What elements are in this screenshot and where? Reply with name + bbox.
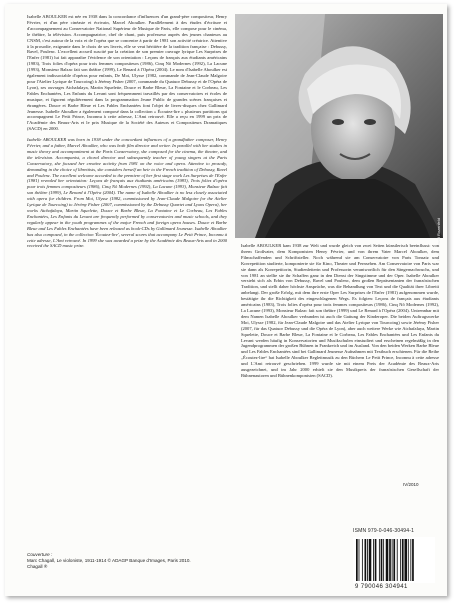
barcode-bar (393, 539, 395, 581)
barcode-bar (402, 539, 404, 581)
cover-credit (27, 552, 191, 570)
barcode-bar (392, 539, 393, 581)
english-biography: Isabelle ABOULKER was born in 1938 under the concordant influences of a grandfather composer, Henry Février, and a father, Marcel Aboulker, who was both film director and writer. In parallel with her studies in music theory and accompaniment at the Paris Conservatory, she composed for the cinema, the theatre, and the television. Accompanist, a choral director and subsequently teacher of young singers at the Paris Conservatory, she focused her creative activity from 1981 on the voice and opera. Attentive to prosody, demanding in the choice of librettists, she considers herself an heir to the French tradition of Debussy, Ravel and Poulenc. The excellent welcome accorded to the premiere of her first stage work Les Surprises de l'Enfer (1981) revealed her orientation: Leçons de français aux étudiants américains (1983), Trois folies d'opéra pour trois femmes compositeurs (1986), Cinq Nô Modernes (1992), La Lacune (1993), Monsieur Balzac fait son théâtre (1999), Le Renard à l'Opéra (2004). The name of Isabelle Aboulker is no less closely associated with opera for children. From Moi, Ulysse (1982, commissioned by Jean-Claude Malgoire for the Atelier Lyrique de Tourcoing) to Jérémy Fisher (2007, commissioned by the Debussy Quartet and Lyons Opera), her works Atchafalaya, Martin Squelette, Douce et Barbe Bleue, La Fontaine et Le Corbeau, Les Fables Enchantées, Les Enfants du Levant are frequently performed by conservatories and music schools, and they regularly appear in the youth programmes of the major French and foreign opera houses. Douce et Barbe Bleue and Les Fables Enchantées have been released as book-CDs by Gallimard Jeunesse. Isabelle Aboulker has also composed, in the collection 'Écoutez-lire', several scores that accompany Le Petit Prince, Inconnu à cette adresse, L'Ami retrouvé. In 1999 she was awarded a prize by the Académie des Beaux-Arts and in 2000 received the SACD music prize. (27, 137, 227, 249)
barcode-bar (369, 539, 372, 581)
barcode-bar (359, 539, 360, 581)
barcode-bar (362, 539, 363, 581)
cover-credit-line: Marc Chagall, Le violoniste, 1911-1914 © ADAGP Banque d'Images, Paris 2010. (27, 558, 191, 563)
barcode-bar (410, 539, 411, 581)
cover-credit-label: Couverture : (27, 552, 53, 557)
composer-photo (235, 14, 443, 262)
french-biography: Isabelle ABOULKER est née en 1938 dans la concordance d'influences d'un grand-père compositeur, Henry Février, et d'un père cinéaste et écrivain, Marcel Aboulker. Parallèlement à des études d'écriture et d'accompagnement au Conservatoire National Supérieur de Musique de Paris, elle compose pour le cinéma, le théâtre, la télévision. Accompagnatrice, chef de chant, puis professeur auprès des jeunes chanteurs au CNSM, c'est autour de la voix et de l'opéra que se concentre à partir de 1981 son activité créatrice. Attentive à la prosodie, exigeante dans le choix de ses livrets, elle se veut héritière de la tradition française : Debussy, Ravel, Poulenc. L'excellent accueil suscité par la création de son premier ouvrage lyrique Les Surprises de l'Enfer (1981) lui fait apparaître l'évidence de son orientation : Leçons de français aux étudiants américains (1983), Trois folies d'opéra pour trois femmes compositeurs (1986), Cinq Nô Modernes (1992), La Lacune (1993), Monsieur Balzac fait son théâtre (1999), Le Renard à l'Opéra (2004). Le nom d'Isabelle Aboulker est également indissociable d'opéras pour enfants, De Moi, Ulysse (1982, commande de Jean-Claude Malgoire pour l'Atelier Lyrique de Tourcoing) à Jérémy Fisher (2007, commande du Quatuor Debussy et de l'Opéra de Lyon), ses ouvrages Atchafalaya, Martin Squelette, Douce et Barbe Bleue, La Fontaine et le Corbeau, Les Fables Enchantées, Les Enfants du Levant sont fréquemment travaillés par des conservatoires et écoles de musique, et figurent régulièrement dans la programmation Jeune Public de grandes scènes françaises et étrangères. Douce et Barbe Bleue et Les Fables Enchantées font l'objet de livres-disques chez Gallimard Jeunesse. Isabelle Aboulker a également composé dans la collection « Écoutez-lire » plusieurs partitions qui accompagnent Le Petit Prince, Inconnu à cette adresse, L'Ami retrouvé. Elle a reçu en 1999 un prix de l'Académie des Beaux-Arts et le prix Musique de la Société des Auteurs et Compositeurs Dramatiques (SACD) en 2000. (27, 14, 227, 132)
barcode-bars (353, 537, 435, 583)
portrait-image (235, 14, 443, 238)
barcode-bar (373, 539, 374, 581)
barcode-bar (400, 539, 401, 581)
cover-credit-trademark: Chagall ® (27, 564, 48, 569)
barcode-bar (381, 539, 383, 581)
barcode-bar (379, 539, 380, 581)
barcode-bar (397, 539, 398, 581)
left-text-column (27, 14, 227, 254)
edition-date: IV/2010 (403, 482, 419, 487)
barcode-bar (408, 539, 409, 581)
barcode-bar (404, 539, 407, 581)
barcode-bar (365, 539, 367, 581)
barcode-bar (356, 539, 358, 581)
photo-credit: Photo : David Rozenfeld (436, 218, 441, 262)
barcode-bar (375, 539, 377, 581)
ismn-label: ISMN 979-0-046-30494-1 (353, 528, 415, 534)
barcode (353, 537, 435, 583)
barcode-bar (386, 539, 389, 581)
right-text-column (241, 243, 439, 384)
back-cover-page (5, 4, 447, 596)
german-biography: Isabelle ABOULKER kam 1938 zur Welt und wurde gleich von zwei Seiten künstlerisch beeinflusst: von ihrem Großvater, dem Komponisten Henry Février, und von ihrem Vater Marcel Aboulker, dem Filmschaffenden und Schriftsteller. Noch während sie am Conservatoire von Paris Tonsatz und Korrepetition studierte, komponierte sie für Kino, Theater und Fernsehen. Am Conservatoire von Paris war sie dann als Korrepetitorin, Studienleiterin und Professorin verantwortlich für den Sängernachwuchs, und von 1981 an stellte sie ihr Schaffen ganz in den Dienst der Singstimme und der Oper. Isabelle Aboulker versteht sich als Erbin von Debussy, Ravel und Poulenc, dem großen Repräsentanten der französischen Tradition, und stellt daher höchste Ansprüche, was die Behandlung von Text und die Qualität ihrer Libretti anbelangt. Der große Erfolg, mit dem ihre erste Oper Les Surprises de l'Enfer (1981) aufgenommen wurde, bestätigte ihr die Richtigkeit des eingeschlagenen Wegs. Es folgten: Leçons de français aux étudiants américains (1983), Trois folies d'opéra pour trois femmes compositeurs (1986), Cinq Nô Modernes (1992), La Lacune (1993), Monsieur Balzac fait son théâtre (1999) und Le Renard à l'Opéra (2004). Untrennbar mit dem Namen Isabelle Aboulker verbunden ist auch die Gattung der Kinderoper. Die beiden Auftragswerke Moi, Ulysse (1982, für Jean-Claude Malgoire und das Atelier Lyrique von Tourcoing) sowie Jérémy Fisher (2007, für das Quatuor Debussy und die Opéra de Lyon), aber auch weitere Werke wie Atchafalaya, Martin Squelette, Douce et Barbe Bleue, La Fontaine et le Corbeau, Les Fables Enchantées und Les Enfants du Levant werden häufig in Konservatorien und Musikschulen einstudiert und erscheinen regelmäßig in den Jugendprogrammen der großen Bühnen in Frankreich und im Ausland. Von den beiden Werken Barbe Bleue und Les Fables Enchantées sind bei Gallimard Jeunesse Aufnahmen mit Textbuch erschienen. Für die Reihe „Écoutez-lire“ hat Isabelle Aboulker Begleitmusik zu den Büchern Le Petit Prince, Inconnu à cette adresse und L'Ami retrouvé geschrieben. 1999 wurde sie mit einem Preis der Académie des Beaux-Arts ausgezeichnet, und im Jahr 2000 erhielt sie den Musikpreis der französischen Gesellschaft der Bühnenautoren und Bühnenkomponisten (SACD). (241, 243, 439, 378)
barcode-bar (389, 539, 391, 581)
barcode-digits: 9 790046 304941 (355, 584, 408, 590)
barcode-bar (383, 539, 384, 581)
barcode-bar (367, 539, 368, 581)
barcode-bar (412, 539, 414, 581)
